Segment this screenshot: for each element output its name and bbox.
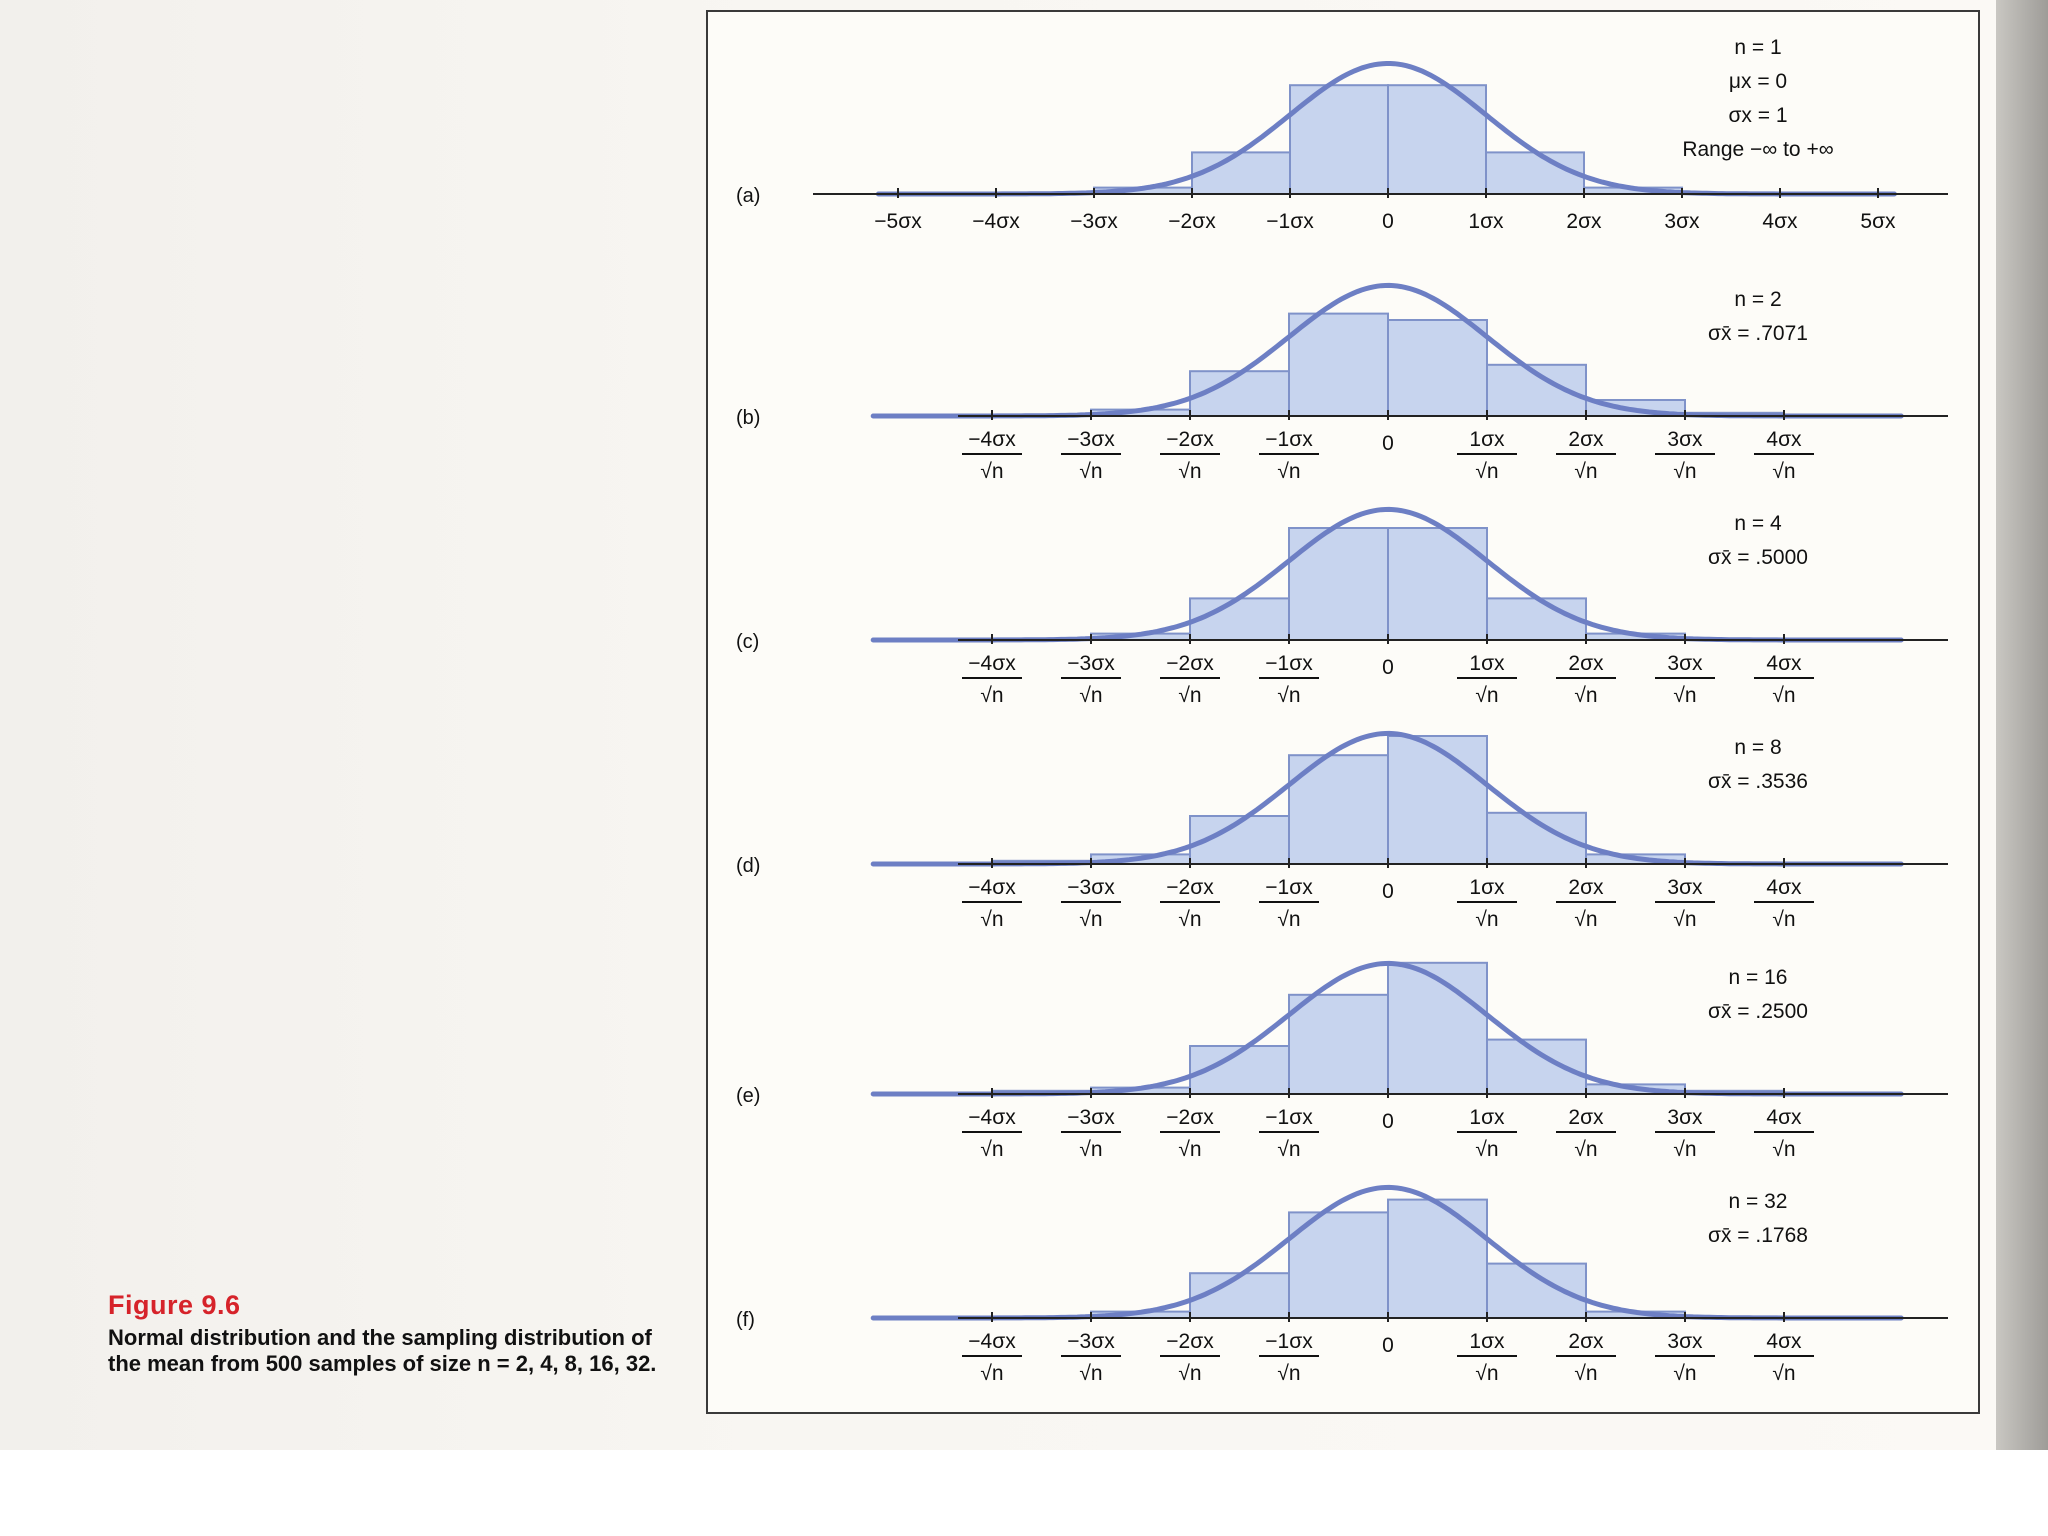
x-tick-label-denominator: √n (980, 908, 1004, 931)
panel-stat: σx̄ = .7071 (1708, 322, 1808, 345)
x-tick-label-denominator: √n (1277, 908, 1301, 931)
panel-stat: σx̄ = .1768 (1708, 1224, 1808, 1247)
x-tick-label: −1σx (1265, 1106, 1313, 1129)
x-tick-label-denominator: √n (1574, 460, 1598, 483)
panel-d (736, 733, 1948, 931)
x-tick-label-denominator: √n (1277, 684, 1301, 707)
x-tick-label: 4σx (1766, 1330, 1802, 1353)
panel-stat: μx = 0 (1728, 70, 1788, 93)
histogram-bar (1388, 963, 1487, 1094)
x-tick-label: −1σx (1265, 876, 1313, 899)
panel-label: (d) (736, 855, 761, 877)
panel-stat: n = 1 (1734, 36, 1782, 59)
x-tick-label-denominator: √n (1277, 460, 1301, 483)
figure-caption-text: Normal distribution and the sampling distribution of the mean from 500 samples of size n = 2, 4, 8, 16, 32. (108, 1325, 657, 1376)
x-tick-label: 4σx (1766, 428, 1802, 451)
x-tick-label: −3σx (1070, 210, 1118, 233)
x-tick-label: −3σx (1067, 876, 1115, 899)
x-tick-label-denominator: √n (1475, 908, 1499, 931)
x-tick-label: 3σx (1667, 876, 1703, 899)
x-tick-label: 2σx (1568, 428, 1604, 451)
x-tick-label: 4σx (1766, 1106, 1802, 1129)
x-tick-label: 3σx (1664, 210, 1700, 233)
panel-stat: Range −∞ to +∞ (1682, 138, 1834, 161)
histogram-bar (1486, 152, 1584, 194)
x-tick-label: 4σx (1766, 652, 1802, 675)
x-tick-label: −2σx (1166, 876, 1214, 899)
x-tick-label: −3σx (1067, 428, 1115, 451)
x-tick-label: 1σx (1469, 876, 1505, 899)
histogram-bar (1289, 528, 1388, 640)
x-tick-label: 4σx (1762, 210, 1798, 233)
x-tick-label-denominator: √n (1574, 1138, 1598, 1161)
x-tick-label-denominator: √n (1178, 460, 1202, 483)
x-tick-label: 0 (1382, 432, 1394, 455)
panel-stat: n = 32 (1728, 1190, 1788, 1213)
x-tick-label: 1σx (1468, 210, 1504, 233)
x-tick-label-denominator: √n (1574, 1362, 1598, 1385)
histogram-bar (1487, 1264, 1586, 1318)
x-tick-label: 2σx (1568, 1106, 1604, 1129)
x-tick-label-denominator: √n (1772, 1138, 1796, 1161)
x-tick-label: −2σx (1166, 1330, 1214, 1353)
x-tick-label-denominator: √n (1673, 1138, 1697, 1161)
histogram-bar (1388, 320, 1487, 416)
x-tick-label-denominator: √n (1079, 684, 1103, 707)
x-tick-label: −1σx (1265, 652, 1313, 675)
x-tick-label: −1σx (1266, 210, 1314, 233)
x-tick-label-denominator: √n (1772, 460, 1796, 483)
x-tick-label: 0 (1382, 880, 1394, 903)
x-tick-label: 3σx (1667, 1106, 1703, 1129)
x-tick-label-denominator: √n (1079, 460, 1103, 483)
histogram-bar (1192, 152, 1290, 194)
panel-stat: σx̄ = .3536 (1708, 770, 1808, 793)
x-tick-label: −2σx (1166, 428, 1214, 451)
panel-b (736, 285, 1948, 483)
x-tick-label: 2σx (1568, 1330, 1604, 1353)
x-tick-label-denominator: √n (1079, 1138, 1103, 1161)
x-tick-label: 3σx (1667, 428, 1703, 451)
panel-stat: n = 16 (1728, 966, 1788, 989)
x-tick-label-denominator: √n (1475, 460, 1499, 483)
histogram-bar (1388, 736, 1487, 864)
histogram-bar (1487, 1040, 1586, 1094)
panel-e (736, 963, 1948, 1161)
panel-label: (f) (736, 1309, 755, 1331)
x-tick-label: 3σx (1667, 1330, 1703, 1353)
x-tick-label-denominator: √n (1673, 460, 1697, 483)
x-tick-label: 0 (1382, 656, 1394, 679)
panel-f (736, 1187, 1948, 1385)
x-tick-label: 4σx (1766, 876, 1802, 899)
x-tick-label: 1σx (1469, 1106, 1505, 1129)
panel-label: (e) (736, 1085, 761, 1107)
x-tick-label-denominator: √n (1079, 1362, 1103, 1385)
x-tick-label-denominator: √n (980, 1138, 1004, 1161)
x-tick-label: 0 (1382, 1334, 1394, 1357)
x-tick-label-denominator: √n (980, 1362, 1004, 1385)
panel-stat: σx̄ = .2500 (1708, 1000, 1808, 1023)
x-tick-label: −4σx (968, 652, 1016, 675)
x-tick-label: 5σx (1860, 210, 1896, 233)
panel-label: (a) (736, 185, 761, 207)
histogram-bar (1289, 314, 1388, 416)
x-tick-label: 2σx (1568, 876, 1604, 899)
x-tick-label: 0 (1382, 1110, 1394, 1133)
x-tick-label: 0 (1382, 210, 1394, 233)
x-tick-label: −1σx (1265, 428, 1313, 451)
x-tick-label: −4σx (968, 1106, 1016, 1129)
x-tick-label: −2σx (1166, 652, 1214, 675)
x-tick-label: −3σx (1067, 1330, 1115, 1353)
x-tick-label-denominator: √n (1673, 684, 1697, 707)
x-tick-label: −2σx (1168, 210, 1216, 233)
x-tick-label-denominator: √n (1277, 1362, 1301, 1385)
x-tick-label-denominator: √n (1574, 908, 1598, 931)
x-tick-label-denominator: √n (980, 460, 1004, 483)
panel-stat: n = 8 (1734, 736, 1782, 759)
x-tick-label: −4σx (968, 876, 1016, 899)
panel-label: (c) (736, 631, 760, 653)
x-tick-label-denominator: √n (1277, 1138, 1301, 1161)
x-tick-label: −3σx (1067, 652, 1115, 675)
x-tick-label-denominator: √n (1772, 908, 1796, 931)
figure-panel (706, 10, 1980, 1414)
x-tick-label: 1σx (1469, 1330, 1505, 1353)
panel-label: (b) (736, 407, 761, 429)
panel-stat: n = 2 (1734, 288, 1782, 311)
x-tick-label-denominator: √n (1178, 1362, 1202, 1385)
panel-stat: n = 4 (1734, 512, 1782, 535)
x-tick-label: 1σx (1469, 428, 1505, 451)
histogram-bar (1388, 1200, 1487, 1318)
x-tick-label: −2σx (1166, 1106, 1214, 1129)
page-edge-shadow (1996, 0, 2048, 1450)
histogram-bar (1487, 598, 1586, 640)
histogram-bar (1388, 528, 1487, 640)
panel-stat: σx = 1 (1728, 104, 1788, 127)
x-tick-label-denominator: √n (1772, 684, 1796, 707)
histogram-bar (1190, 598, 1289, 640)
x-tick-label: 2σx (1566, 210, 1602, 233)
figure-caption (108, 1290, 668, 1377)
x-tick-label: 3σx (1667, 652, 1703, 675)
x-tick-label-denominator: √n (1673, 908, 1697, 931)
x-tick-label: −1σx (1265, 1330, 1313, 1353)
x-tick-label-denominator: √n (1178, 908, 1202, 931)
x-tick-label-denominator: √n (1178, 1138, 1202, 1161)
x-tick-label-denominator: √n (1475, 1138, 1499, 1161)
x-tick-label-denominator: √n (1574, 684, 1598, 707)
histogram-bar (1289, 995, 1388, 1094)
x-tick-label: −3σx (1067, 1106, 1115, 1129)
x-tick-label-denominator: √n (1079, 908, 1103, 931)
x-tick-label-denominator: √n (1673, 1362, 1697, 1385)
sampling-distribution-figure (708, 12, 1978, 1412)
x-tick-label: 2σx (1568, 652, 1604, 675)
x-tick-label: −4σx (968, 428, 1016, 451)
x-tick-label: 1σx (1469, 652, 1505, 675)
panel-a (736, 36, 1948, 233)
x-tick-label-denominator: √n (1178, 684, 1202, 707)
x-tick-label: −4σx (972, 210, 1020, 233)
x-tick-label-denominator: √n (1475, 1362, 1499, 1385)
panel-c (736, 509, 1948, 707)
x-tick-label: −5σx (874, 210, 922, 233)
panel-stat: σx̄ = .5000 (1708, 546, 1808, 569)
figure-label: Figure 9.6 (108, 1290, 241, 1320)
x-tick-label-denominator: √n (980, 684, 1004, 707)
x-tick-label-denominator: √n (1772, 1362, 1796, 1385)
x-tick-label: −4σx (968, 1330, 1016, 1353)
x-tick-label-denominator: √n (1475, 684, 1499, 707)
